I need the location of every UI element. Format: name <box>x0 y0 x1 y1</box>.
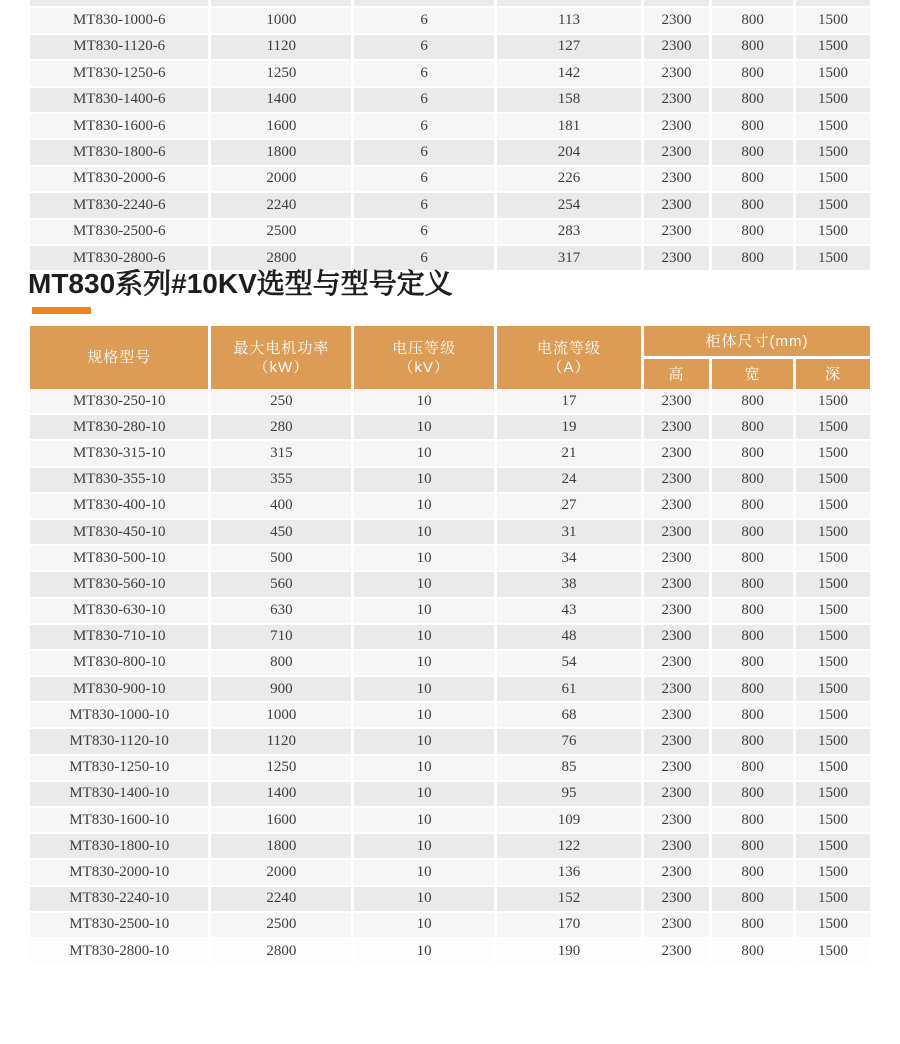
depth-cell: 1500 <box>796 782 870 808</box>
voltage-cell: 10 <box>354 389 497 415</box>
header-current-label: 电流等级 <box>537 339 602 357</box>
width-cell: 800 <box>712 441 796 467</box>
width-cell: 800 <box>712 35 796 61</box>
table-row <box>30 599 870 625</box>
power-cell: 1600 <box>211 808 354 834</box>
voltage-cell: 10 <box>354 729 497 755</box>
power-cell: 710 <box>211 625 354 651</box>
height-cell: 2300 <box>644 729 712 755</box>
power-cell: 2000 <box>211 167 354 193</box>
current-cell: 170 <box>497 913 644 939</box>
height-cell: 2300 <box>644 8 712 34</box>
table-row <box>30 8 870 34</box>
power-cell: 250 <box>211 389 354 415</box>
table-row <box>30 887 870 913</box>
depth-cell: 1500 <box>796 913 870 939</box>
width-cell: 800 <box>712 913 796 939</box>
depth-cell: 1500 <box>796 494 870 520</box>
model-cell: MT830-250-10 <box>30 389 211 415</box>
width-cell: 800 <box>712 782 796 808</box>
height-cell: 2300 <box>644 756 712 782</box>
height-cell: 2300 <box>644 246 712 272</box>
width-cell: 800 <box>712 415 796 441</box>
width-cell: 800 <box>712 677 796 703</box>
height-cell: 2300 <box>644 677 712 703</box>
model-cell: MT830-280-10 <box>30 415 211 441</box>
header-power-column <box>211 326 354 389</box>
current-cell: 76 <box>497 729 644 755</box>
depth-cell: 1500 <box>796 114 870 140</box>
header-model-label: 规格型号 <box>87 349 152 366</box>
voltage-cell: 10 <box>354 494 497 520</box>
depth-cell: 1500 <box>796 468 870 494</box>
power-cell: 400 <box>211 494 354 520</box>
height-cell: 2300 <box>644 220 712 246</box>
model-cell: MT830-2240-10 <box>30 887 211 913</box>
height-cell: 2300 <box>644 441 712 467</box>
current-cell: 24 <box>497 468 644 494</box>
voltage-cell: 10 <box>354 468 497 494</box>
table-row <box>30 913 870 939</box>
power-cell: 1800 <box>211 140 354 166</box>
power-cell: 630 <box>211 599 354 625</box>
width-cell: 800 <box>712 88 796 114</box>
depth-cell: 1500 <box>796 572 870 598</box>
height-cell: 2300 <box>644 494 712 520</box>
power-cell: 1000 <box>211 703 354 729</box>
height-cell: 2300 <box>644 468 712 494</box>
current-cell: 17 <box>497 389 644 415</box>
voltage-cell <box>354 0 497 8</box>
width-cell: 800 <box>712 599 796 625</box>
table-row <box>30 441 870 467</box>
current-cell: 283 <box>497 220 644 246</box>
power-cell: 560 <box>211 572 354 598</box>
power-cell: 2240 <box>211 887 354 913</box>
table-row <box>30 193 870 219</box>
model-cell: MT830-900-10 <box>30 677 211 703</box>
depth-cell: 1500 <box>796 651 870 677</box>
voltage-cell: 6 <box>354 140 497 166</box>
header-power-unit: （kW） <box>253 358 310 376</box>
height-cell: 2300 <box>644 808 712 834</box>
width-cell: 800 <box>712 546 796 572</box>
current-cell: 122 <box>497 834 644 860</box>
width-cell: 800 <box>712 61 796 87</box>
voltage-cell: 10 <box>354 913 497 939</box>
current-cell: 204 <box>497 140 644 166</box>
voltage-cell: 10 <box>354 756 497 782</box>
width-cell: 800 <box>712 167 796 193</box>
depth-cell: 1500 <box>796 167 870 193</box>
power-cell: 1000 <box>211 8 354 34</box>
width-cell: 800 <box>712 860 796 886</box>
table-10kv-header <box>30 326 870 389</box>
table-6kv-body <box>30 0 870 272</box>
table-row <box>30 860 870 886</box>
power-cell: 1120 <box>211 35 354 61</box>
model-cell: MT830-1250-10 <box>30 756 211 782</box>
height-cell: 2300 <box>644 35 712 61</box>
model-cell: MT830-710-10 <box>30 625 211 651</box>
width-cell: 800 <box>712 140 796 166</box>
voltage-cell: 10 <box>354 808 497 834</box>
model-cell: MT830-560-10 <box>30 572 211 598</box>
depth-cell: 1500 <box>796 625 870 651</box>
depth-cell: 1500 <box>796 61 870 87</box>
width-cell: 800 <box>712 939 796 965</box>
depth-cell: 1500 <box>796 193 870 219</box>
depth-cell: 1500 <box>796 939 870 965</box>
depth-cell: 1500 <box>796 389 870 415</box>
model-cell: MT830-450-10 <box>30 520 211 546</box>
voltage-cell: 10 <box>354 703 497 729</box>
height-cell: 2300 <box>644 114 712 140</box>
current-cell: 34 <box>497 546 644 572</box>
current-cell: 127 <box>497 35 644 61</box>
model-cell: MT830-630-10 <box>30 599 211 625</box>
model-cell: MT830-2800-6 <box>30 246 211 272</box>
current-cell: 27 <box>497 494 644 520</box>
table-row <box>30 468 870 494</box>
current-cell: 48 <box>497 625 644 651</box>
header-current-column <box>497 326 644 389</box>
table-row <box>30 415 870 441</box>
depth-cell: 1500 <box>796 220 870 246</box>
depth-cell: 1500 <box>796 546 870 572</box>
width-cell: 800 <box>712 625 796 651</box>
voltage-cell: 10 <box>354 520 497 546</box>
width-cell: 800 <box>712 729 796 755</box>
table-6kv-section <box>30 0 870 266</box>
voltage-cell: 10 <box>354 625 497 651</box>
width-cell: 800 <box>712 703 796 729</box>
voltage-cell: 10 <box>354 415 497 441</box>
height-cell: 2300 <box>644 913 712 939</box>
table-row <box>30 140 870 166</box>
current-cell: 19 <box>497 415 644 441</box>
current-cell: 85 <box>497 756 644 782</box>
model-cell: MT830-1120-6 <box>30 35 211 61</box>
table-row <box>30 834 870 860</box>
width-cell <box>712 0 796 8</box>
header-power-label: 最大电机功率 <box>233 339 330 357</box>
voltage-cell: 10 <box>354 572 497 598</box>
height-cell: 2300 <box>644 939 712 965</box>
voltage-cell: 10 <box>354 887 497 913</box>
table-row <box>30 677 870 703</box>
voltage-cell: 10 <box>354 599 497 625</box>
depth-cell: 1500 <box>796 246 870 272</box>
width-cell: 800 <box>712 246 796 272</box>
table-row <box>30 520 870 546</box>
voltage-cell: 6 <box>354 88 497 114</box>
power-cell: 1800 <box>211 834 354 860</box>
voltage-cell: 6 <box>354 61 497 87</box>
voltage-cell: 10 <box>354 834 497 860</box>
model-cell: MT830-315-10 <box>30 441 211 467</box>
header-cabinet-height: 高 <box>644 359 712 389</box>
table-row <box>30 0 870 8</box>
table-row <box>30 625 870 651</box>
model-cell: MT830-2500-10 <box>30 913 211 939</box>
heading-accent-bar <box>32 307 91 314</box>
model-cell: MT830-1400-10 <box>30 782 211 808</box>
power-cell: 2500 <box>211 220 354 246</box>
height-cell: 2300 <box>644 625 712 651</box>
power-cell: 2000 <box>211 860 354 886</box>
width-cell: 800 <box>712 572 796 598</box>
current-cell <box>497 0 644 8</box>
header-cabinet-width: 宽 <box>712 359 796 389</box>
model-cell: MT830-2500-6 <box>30 220 211 246</box>
power-cell: 900 <box>211 677 354 703</box>
table-row <box>30 939 870 965</box>
depth-cell: 1500 <box>796 677 870 703</box>
header-cabinet-column <box>644 326 870 389</box>
current-cell: 21 <box>497 441 644 467</box>
height-cell <box>644 0 712 8</box>
model-cell: MT830-1800-10 <box>30 834 211 860</box>
height-cell: 2300 <box>644 703 712 729</box>
depth-cell: 1500 <box>796 756 870 782</box>
depth-cell: 1500 <box>796 729 870 755</box>
width-cell: 800 <box>712 8 796 34</box>
table-row <box>30 35 870 61</box>
table-row <box>30 729 870 755</box>
power-cell: 355 <box>211 468 354 494</box>
table-row <box>30 220 870 246</box>
model-cell: MT830-355-10 <box>30 468 211 494</box>
table-row <box>30 572 870 598</box>
voltage-cell: 6 <box>354 8 497 34</box>
table-row <box>30 782 870 808</box>
model-cell: MT830-1400-6 <box>30 88 211 114</box>
current-cell: 317 <box>497 246 644 272</box>
height-cell: 2300 <box>644 389 712 415</box>
power-cell: 800 <box>211 651 354 677</box>
power-cell: 450 <box>211 520 354 546</box>
power-cell: 1600 <box>211 114 354 140</box>
power-cell: 2800 <box>211 939 354 965</box>
power-cell: 2800 <box>211 246 354 272</box>
height-cell: 2300 <box>644 88 712 114</box>
voltage-cell: 10 <box>354 939 497 965</box>
current-cell: 109 <box>497 808 644 834</box>
current-cell: 38 <box>497 572 644 598</box>
power-cell: 1250 <box>211 756 354 782</box>
header-cabinet-label: 柜体尺寸(mm) <box>644 326 870 359</box>
model-cell: MT830-800-10 <box>30 651 211 677</box>
table-row <box>30 756 870 782</box>
current-cell: 142 <box>497 61 644 87</box>
model-cell: MT830-1800-6 <box>30 140 211 166</box>
height-cell: 2300 <box>644 61 712 87</box>
depth-cell: 1500 <box>796 887 870 913</box>
height-cell: 2300 <box>644 572 712 598</box>
power-cell <box>211 0 354 8</box>
model-cell: MT830-2000-6 <box>30 167 211 193</box>
table-10kv-body <box>30 389 870 965</box>
voltage-cell: 10 <box>354 441 497 467</box>
model-cell: MT830-1600-6 <box>30 114 211 140</box>
height-cell: 2300 <box>644 782 712 808</box>
voltage-cell: 6 <box>354 193 497 219</box>
height-cell: 2300 <box>644 193 712 219</box>
power-cell: 1120 <box>211 729 354 755</box>
height-cell: 2300 <box>644 599 712 625</box>
power-cell: 1250 <box>211 61 354 87</box>
depth-cell: 1500 <box>796 415 870 441</box>
depth-cell: 1500 <box>796 8 870 34</box>
width-cell: 800 <box>712 468 796 494</box>
power-cell: 1400 <box>211 782 354 808</box>
power-cell: 280 <box>211 415 354 441</box>
height-cell: 2300 <box>644 834 712 860</box>
current-cell: 190 <box>497 939 644 965</box>
depth-cell: 1500 <box>796 520 870 546</box>
header-voltage-unit: （kV） <box>398 358 450 376</box>
depth-cell: 1500 <box>796 35 870 61</box>
current-cell: 181 <box>497 114 644 140</box>
model-cell <box>30 0 211 8</box>
depth-cell: 1500 <box>796 88 870 114</box>
voltage-cell: 10 <box>354 651 497 677</box>
depth-cell <box>796 0 870 8</box>
width-cell: 800 <box>712 808 796 834</box>
model-cell: MT830-2800-10 <box>30 939 211 965</box>
voltage-cell: 10 <box>354 860 497 886</box>
height-cell: 2300 <box>644 520 712 546</box>
table-row <box>30 651 870 677</box>
width-cell: 800 <box>712 494 796 520</box>
header-cabinet-subrow <box>644 359 870 389</box>
header-voltage-label: 电压等级 <box>392 339 457 357</box>
power-cell: 2240 <box>211 193 354 219</box>
width-cell: 800 <box>712 114 796 140</box>
width-cell: 800 <box>712 520 796 546</box>
voltage-cell: 10 <box>354 546 497 572</box>
voltage-cell: 6 <box>354 35 497 61</box>
current-cell: 95 <box>497 782 644 808</box>
model-cell: MT830-1000-10 <box>30 703 211 729</box>
table-row <box>30 114 870 140</box>
depth-cell: 1500 <box>796 599 870 625</box>
power-cell: 1400 <box>211 88 354 114</box>
table-row <box>30 808 870 834</box>
width-cell: 800 <box>712 651 796 677</box>
table-row <box>30 546 870 572</box>
current-cell: 152 <box>497 887 644 913</box>
table-row <box>30 703 870 729</box>
power-cell: 2500 <box>211 913 354 939</box>
model-cell: MT830-1000-6 <box>30 8 211 34</box>
width-cell: 800 <box>712 220 796 246</box>
model-cell: MT830-1250-6 <box>30 61 211 87</box>
current-cell: 61 <box>497 677 644 703</box>
depth-cell: 1500 <box>796 703 870 729</box>
width-cell: 800 <box>712 193 796 219</box>
width-cell: 800 <box>712 887 796 913</box>
table-row <box>30 61 870 87</box>
voltage-cell: 10 <box>354 677 497 703</box>
table-10kv <box>30 326 870 965</box>
current-cell: 158 <box>497 88 644 114</box>
model-cell: MT830-500-10 <box>30 546 211 572</box>
model-cell: MT830-2000-10 <box>30 860 211 886</box>
height-cell: 2300 <box>644 860 712 886</box>
depth-cell: 1500 <box>796 860 870 886</box>
height-cell: 2300 <box>644 167 712 193</box>
depth-cell: 1500 <box>796 140 870 166</box>
height-cell: 2300 <box>644 651 712 677</box>
current-cell: 254 <box>497 193 644 219</box>
header-cabinet-depth: 深 <box>825 365 842 383</box>
depth-cell: 1500 <box>796 834 870 860</box>
current-cell: 136 <box>497 860 644 886</box>
power-cell: 500 <box>211 546 354 572</box>
current-cell: 226 <box>497 167 644 193</box>
height-cell: 2300 <box>644 887 712 913</box>
current-cell: 113 <box>497 8 644 34</box>
table-row <box>30 167 870 193</box>
voltage-cell: 6 <box>354 246 497 272</box>
current-cell: 54 <box>497 651 644 677</box>
width-cell: 800 <box>712 756 796 782</box>
header-model-column <box>30 326 211 389</box>
voltage-cell: 6 <box>354 167 497 193</box>
power-cell: 315 <box>211 441 354 467</box>
header-current-unit: （A） <box>547 358 591 376</box>
width-cell: 800 <box>712 389 796 415</box>
voltage-cell: 6 <box>354 114 497 140</box>
current-cell: 31 <box>497 520 644 546</box>
voltage-cell: 6 <box>354 220 497 246</box>
model-cell: MT830-2240-6 <box>30 193 211 219</box>
table-row <box>30 494 870 520</box>
model-cell: MT830-1600-10 <box>30 808 211 834</box>
height-cell: 2300 <box>644 415 712 441</box>
depth-cell: 1500 <box>796 441 870 467</box>
section-title: MT830系列#10KV选型与型号定义 <box>28 268 453 299</box>
voltage-cell: 10 <box>354 782 497 808</box>
width-cell: 800 <box>712 834 796 860</box>
depth-cell: 1500 <box>796 808 870 834</box>
current-cell: 68 <box>497 703 644 729</box>
height-cell: 2300 <box>644 546 712 572</box>
header-voltage-column <box>354 326 497 389</box>
model-cell: MT830-400-10 <box>30 494 211 520</box>
height-cell: 2300 <box>644 140 712 166</box>
table-row <box>30 389 870 415</box>
current-cell: 43 <box>497 599 644 625</box>
table-row <box>30 88 870 114</box>
model-cell: MT830-1120-10 <box>30 729 211 755</box>
